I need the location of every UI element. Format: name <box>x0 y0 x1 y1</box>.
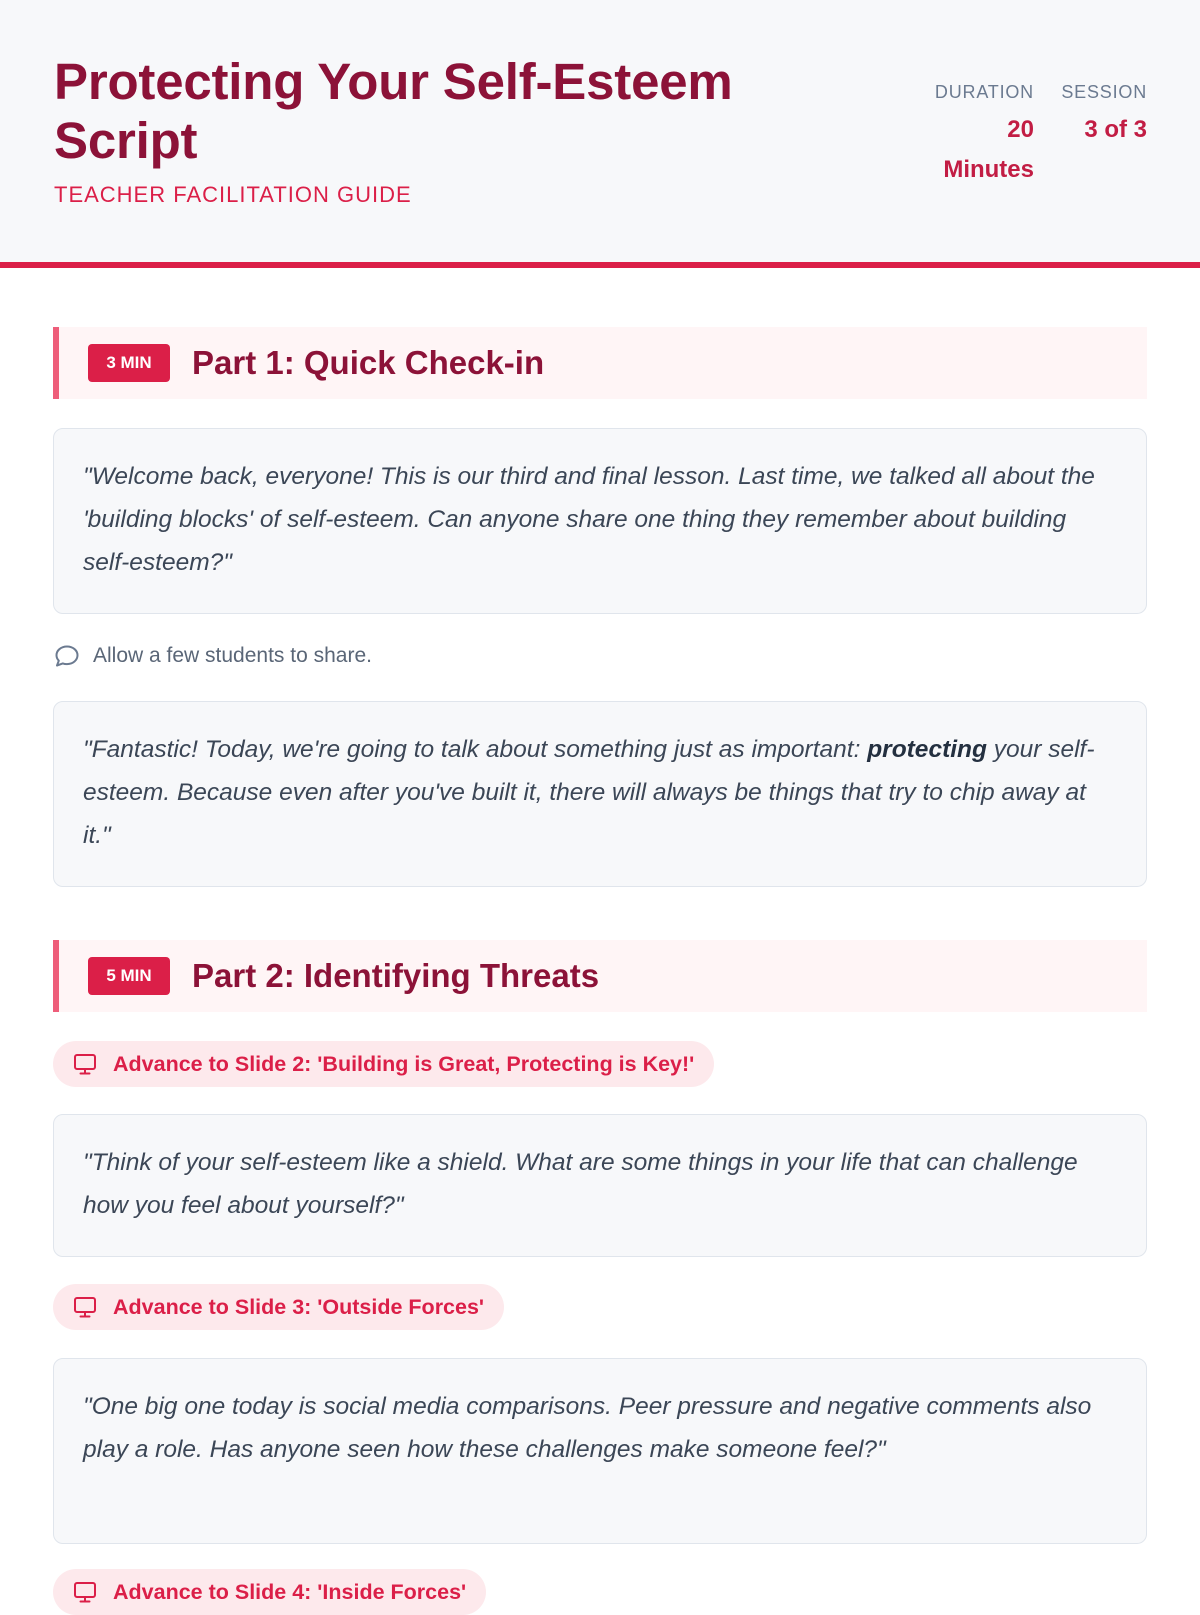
slide-cue-text: Advance to Slide 3: 'Outside Forces' <box>113 1294 485 1319</box>
speech-bubble-icon <box>53 642 81 670</box>
slide-cue <box>53 1569 486 1615</box>
script-quote: "Think of your self-esteem like a shield. What are some things in your life that can challenge how you feel about yourself?" <box>53 1114 1147 1257</box>
page-header <box>0 0 1200 268</box>
monitor-icon <box>71 1578 99 1606</box>
teacher-note-text: Allow a few students to share. <box>93 644 372 667</box>
time-badge: 5 MIN <box>88 957 170 995</box>
section-header-part-2 <box>53 940 1147 1012</box>
section-title: Part 1: Quick Check-in <box>192 344 545 381</box>
quote-emphasis: protecting <box>867 736 987 763</box>
script-quote: "One big one today is social media comparisons. Peer pressure and negative comments also play a role. Has anyone seen how these challenges make someone feel?" <box>53 1358 1147 1544</box>
session-value: 3 of 3 <box>1084 116 1147 143</box>
script-quote <box>53 701 1147 887</box>
session-label: SESSION <box>1061 82 1147 102</box>
section-title: Part 2: Identifying Threats <box>192 957 600 994</box>
quote-text: "Fantastic! Today, we're going to talk about something just as important: <box>83 736 868 763</box>
time-badge: 3 MIN <box>88 344 170 382</box>
slide-cue <box>53 1041 714 1087</box>
monitor-icon <box>71 1293 99 1321</box>
monitor-icon <box>71 1050 99 1078</box>
page-title: Protecting Your Self-Esteem Script <box>54 53 733 169</box>
slide-cue <box>53 1284 504 1330</box>
slide-cue-text: Advance to Slide 2: 'Building is Great, Protecting is Key!' <box>113 1051 695 1076</box>
duration-meta <box>914 80 1034 190</box>
slide-cue-text: Advance to Slide 4: 'Inside Forces' <box>113 1579 467 1604</box>
duration-value: 20 Minutes <box>943 116 1034 183</box>
duration-label: DURATION <box>934 82 1034 102</box>
session-meta <box>1047 80 1147 150</box>
teacher-note <box>53 641 372 671</box>
section-header-part-1 <box>53 327 1147 399</box>
page-subtitle: TEACHER FACILITATION GUIDE <box>54 182 412 207</box>
quote-text: your self-esteem. Because even after you've built it, there will always be things that try to chip away at it." <box>83 736 1095 849</box>
script-quote: "Welcome back, everyone! This is our third and final lesson. Last time, we talked all about the 'building blocks' of self-esteem. Can anyone share one thing they remember about building self-esteem?" <box>53 428 1147 614</box>
